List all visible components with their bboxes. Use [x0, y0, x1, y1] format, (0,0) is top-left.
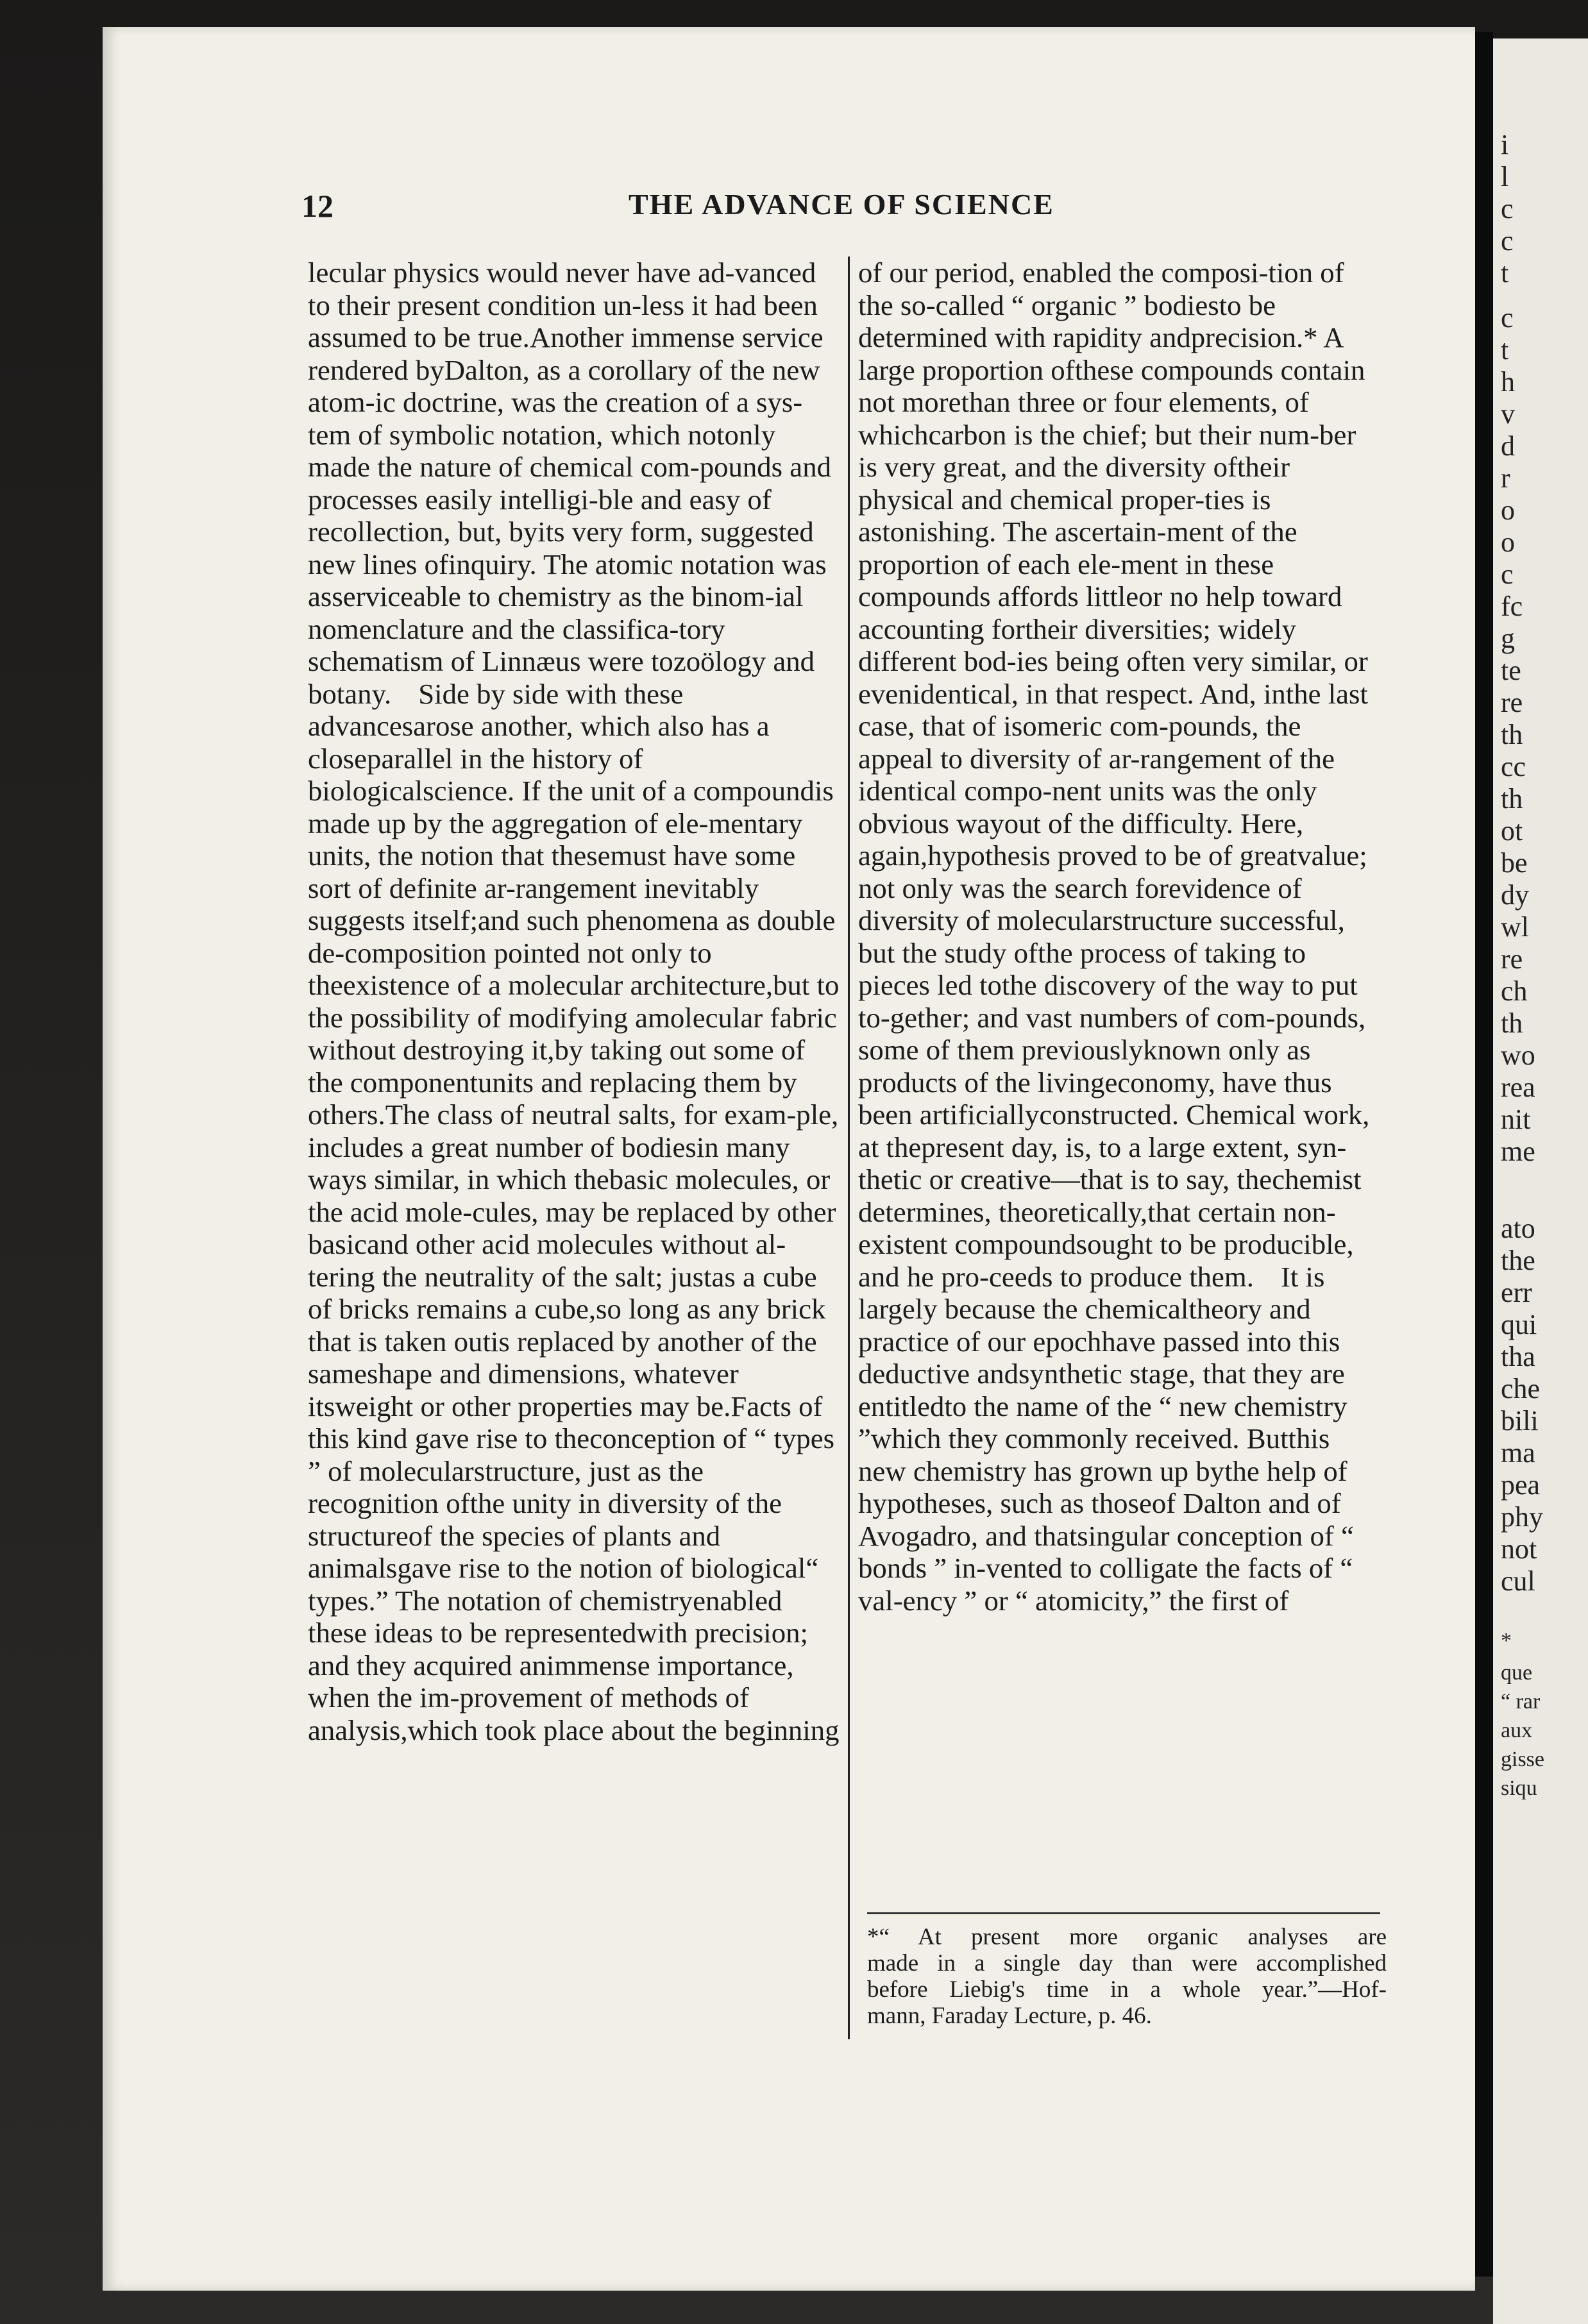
text-line: singular conception of “ bonds ” in- [858, 1519, 1354, 1584]
text-line: vanced to their present condition un- [308, 257, 816, 321]
text-line: molecular fabric without destroying it, [308, 1001, 837, 1066]
footnote-rule [867, 1912, 1380, 1914]
adjacent-page-text: que [1501, 1661, 1533, 1685]
text-line: structure successful, but the study of [858, 904, 1345, 969]
text-line: mentary units, the notion that these [308, 807, 803, 872]
adjacent-page-text: “ rar [1501, 1690, 1541, 1714]
running-head [301, 187, 1302, 226]
adjacent-page-text: re [1501, 943, 1523, 975]
adjacent-page-text: pea [1501, 1469, 1541, 1501]
adjacent-page-text: c [1501, 559, 1514, 590]
text-line: structure, just as the recognition of [308, 1454, 704, 1519]
text-line: theory and practice of our epoch [858, 1293, 1311, 1358]
text-line: ple, includes a great number of bodies [308, 1099, 839, 1163]
text-line: the discovery of the way to put to- [858, 969, 1358, 1034]
adjacent-page-text: te [1501, 655, 1521, 686]
text-line: Side by side with these advances [308, 677, 684, 742]
text-line: units and replacing them by others. [308, 1066, 797, 1131]
text-line: their physical and chemical proper- [858, 451, 1290, 516]
adjacent-page-text: be [1501, 847, 1528, 879]
footnote-line: before Liebig's time in a whole year.”—Hof- [867, 1976, 1387, 2003]
text-line: of the species of plants and animals [308, 1519, 721, 1584]
text-line: ment in these compounds affords little [858, 548, 1274, 612]
text-line: inquiry. The atomic notation was as [308, 548, 827, 612]
text-line: present day, is, to a large extent, syn- [921, 1131, 1347, 1163]
adjacent-page-text: cul [1501, 1565, 1535, 1597]
text-line: ought to be producible, and he pro- [858, 1228, 1354, 1293]
text-line: this new chemistry has grown up by [858, 1422, 1330, 1487]
adjacent-page-text: l [1501, 161, 1509, 192]
page-title: THE ADVANCE OF SCIENCE [629, 188, 1054, 221]
adjacent-page-text: ot [1501, 815, 1523, 846]
text-line: ic doctrine, was the creation of a sys- [375, 386, 803, 418]
text-line: thetic or creative—that is to say, the [858, 1163, 1272, 1195]
text-line: with precision; and they acquired an [308, 1617, 808, 1681]
page-number: 12 [301, 188, 334, 224]
right-text-column [858, 257, 1381, 1617]
left-text-column [308, 257, 840, 1746]
text-line: cules, may be replaced by other basic [308, 1195, 836, 1260]
text-line: zoölogy and botany. [308, 645, 815, 710]
text-line: pounds, the appeal to diversity of ar- [858, 710, 1301, 775]
text-line: serviceable to chemistry as the binom- [332, 580, 775, 612]
text-line: ceeds to produce them. [989, 1260, 1254, 1293]
text-line: carbon is the chief; but their num- [928, 418, 1320, 451]
text-line: ment of the proportion of each ele- [858, 516, 1297, 580]
adjacent-page-text: aux [1501, 1719, 1533, 1742]
text-line: ble and easy of recollection, but, by [308, 483, 772, 548]
text-line: in many ways similar, in which the [308, 1131, 790, 1195]
text-line: gave rise to the notion of biological [397, 1552, 806, 1584]
adjacent-page-text: o [1501, 494, 1515, 526]
adjacent-page-text: d [1501, 430, 1515, 462]
text-line: immense importance, when the im- [308, 1649, 794, 1714]
text-line: ency ” or “ atomicity,” the first of [902, 1584, 1289, 1617]
adjacent-page-text: fc [1501, 591, 1523, 622]
adjacent-page-text: siqu [1501, 1776, 1537, 1800]
text-line: precision.* A large proportion of [858, 321, 1343, 386]
text-line: to the name of the “ new chemistry ” [858, 1390, 1347, 1454]
text-line: the unity in diversity of the structure [308, 1487, 782, 1552]
text-line: ties is astonishing. The ascertain- [858, 483, 1271, 548]
adjacent-page-text: che [1501, 1373, 1541, 1404]
text-line: their diversities; widely different bod- [858, 612, 1296, 677]
text-line: known only as products of the living [858, 1034, 1311, 1099]
text-line: identical, in that respect. And, in [912, 677, 1286, 710]
text-line: or no help toward accounting for [858, 580, 1342, 645]
adjacent-page-text: me [1501, 1136, 1535, 1167]
adjacent-page-text: the [1501, 1245, 1535, 1276]
adjacent-page-text: ato [1501, 1213, 1535, 1244]
text-line: basic molecules, or the acid mole- [308, 1163, 831, 1228]
text-line: provement of methods of analysis, [308, 1681, 749, 1746]
column-divider [848, 257, 850, 2039]
text-line: the process of taking to pieces led to [858, 936, 1306, 1001]
text-line: as a cube of bricks remains a cube, [308, 1260, 817, 1325]
adjacent-page-text: wo [1501, 1040, 1535, 1071]
adjacent-page-text: ch [1501, 975, 1528, 1007]
text-line: enabled these ideas to be represented [308, 1584, 782, 1649]
footnote-line: mann, Faraday Lecture, p. 46. [867, 2003, 1152, 2029]
text-line: existence of a molecular architecture, [342, 969, 773, 1001]
adjacent-page-fragment [1493, 38, 1588, 2324]
adjacent-page-text: wl [1501, 911, 1529, 943]
text-line: tory schematism of Linnæus were to [308, 612, 725, 677]
text-line: gether; and vast numbers of com- [890, 1001, 1276, 1034]
text-line: the last case, that of isomeric com- [858, 677, 1368, 742]
text-line: only made the nature of chemical com- [308, 418, 776, 483]
gutter-shadow [1475, 32, 1493, 2277]
text-line: these compounds contain not more [858, 353, 1365, 418]
text-line: which took place about the beginning [407, 1714, 840, 1746]
text-line: conception of “ types ” of molecular [308, 1422, 835, 1487]
text-line: constructed. Chemical work, at the [858, 1099, 1370, 1163]
text-line: and such phenomena as double de- [308, 904, 836, 969]
text-line: lecular physics would never have ad- [308, 257, 735, 289]
adjacent-page-text: re [1501, 687, 1523, 718]
text-line: its very form, suggested new lines of [308, 516, 814, 580]
text-line: ial nomenclature and the classifica- [308, 580, 804, 645]
text-line: must have some sort of definite ar- [308, 839, 796, 904]
text-line: less it had been assumed to be true. [308, 289, 818, 353]
adjacent-page-text: gisse [1501, 1747, 1544, 1771]
adjacent-page-text: tha [1501, 1341, 1535, 1372]
text-line: by taking out some of the component [308, 1034, 806, 1099]
adjacent-page-text: qui [1501, 1309, 1537, 1340]
text-line: hypothesis proved to be of great [927, 839, 1297, 872]
adjacent-page-text: dy [1501, 879, 1529, 911]
text-line: pounds, some of them previously [858, 1001, 1366, 1066]
text-line: evidence of diversity of molecular [858, 872, 1302, 936]
text-line: is made up by the aggregation of ele- [308, 775, 834, 839]
text-line: ies being often very similar, or even [858, 645, 1368, 710]
footnote [867, 1924, 1387, 2029]
text-line: than three or four elements, of which [858, 386, 1309, 451]
text-line: arose another, which also has a close [308, 710, 770, 775]
adjacent-page-text: h [1501, 366, 1515, 398]
text-line: but to the possibility of modifying a [308, 969, 840, 1034]
adjacent-page-text: r [1501, 462, 1510, 494]
text-line: economy, have thus been artificially [858, 1066, 1332, 1131]
text-line: Another immense service rendered by [308, 321, 824, 386]
adjacent-page-text: c [1501, 225, 1514, 257]
text-line: parallel in the history of biological [308, 742, 643, 807]
text-line: Dalton, as a corollary of the new atom- [308, 353, 820, 418]
text-line: value; not only was the search for [858, 839, 1367, 904]
text-line: chemist determines, theoretically, [858, 1163, 1362, 1228]
adjacent-page-text: t [1501, 257, 1509, 289]
text-line: pounds and processes easily intelligi- [308, 451, 831, 516]
text-line: that certain non-existent compounds [858, 1195, 1336, 1260]
adjacent-page-text: i [1501, 129, 1509, 160]
adjacent-page-text: bili [1501, 1405, 1539, 1436]
text-line: tem of symbolic notation, which not [308, 418, 725, 451]
text-line: of Dalton and of Avogadro, and that [858, 1487, 1341, 1552]
text-line: vented to colligate the facts of “ val- [858, 1552, 1353, 1617]
adjacent-page-text: * [1501, 1629, 1512, 1653]
adjacent-page-text: v [1501, 398, 1515, 430]
text-line: science. If the unit of a compound [423, 775, 815, 807]
text-line: “ types.” The notation of chemistry [308, 1552, 819, 1617]
text-line: have passed into this deductive and [858, 1325, 1340, 1390]
text-line: so long as any brick that is taken out [308, 1293, 826, 1358]
text-line: to be determined with rapidity and [858, 289, 1276, 353]
text-line: out of the difficulty. Here, again, [858, 807, 1304, 872]
text-line: tering the neutrality of the salt; just [308, 1260, 712, 1293]
adjacent-page-text: c [1501, 302, 1514, 333]
text-line: weight or other properties may be. [335, 1390, 731, 1422]
text-line: ber is very great, and the diversity of [858, 418, 1356, 483]
text-line: rangement inevitably suggests itself; [308, 872, 759, 936]
adjacent-page-text: g [1501, 623, 1515, 654]
text-line: the help of hypotheses, such as those [858, 1454, 1347, 1519]
text-line: and other acid molecules without al- [367, 1228, 786, 1260]
adjacent-page-text: th [1501, 783, 1523, 814]
text-line: composition pointed not only to the [308, 936, 712, 1001]
text-line: which they commonly received. But [870, 1422, 1288, 1454]
footnote-line: *“ At present more organic analyses are [867, 1924, 1387, 1950]
text-line: rangement of the identical compo- [858, 742, 1335, 807]
text-line: It is largely because the chemical [858, 1260, 1325, 1325]
text-line: shape and dimensions, whatever its [308, 1358, 739, 1422]
adjacent-page-text: nit [1501, 1104, 1531, 1135]
text-line: is replaced by another of the same [308, 1325, 817, 1390]
adjacent-page-text: ma [1501, 1437, 1535, 1469]
adjacent-page-text: c [1501, 193, 1514, 224]
text-line: The class of neutral salts, for exam- [385, 1099, 797, 1131]
footnote-line: made in a single day than were accomplished [867, 1950, 1387, 1976]
text-line: nent units was the only obvious way [858, 775, 1317, 839]
text-line: tion of the so-called “ organic ” bodies [858, 257, 1344, 321]
text-line: Facts of this kind gave rise to the [308, 1390, 823, 1454]
adjacent-page-text: th [1501, 1007, 1523, 1039]
adjacent-page-text: o [1501, 526, 1515, 558]
adjacent-page-text: rea [1501, 1072, 1535, 1103]
adjacent-page-text: phy [1501, 1501, 1543, 1533]
text-line: of our period, enabled the composi- [858, 257, 1269, 289]
text-line: synthetic stage, that they are entitled [858, 1358, 1345, 1422]
adjacent-page-text: th [1501, 719, 1523, 750]
adjacent-page-text: not [1501, 1533, 1537, 1565]
adjacent-page-text: t [1501, 334, 1509, 366]
adjacent-page-text: err [1501, 1277, 1532, 1308]
adjacent-page-text: cc [1501, 751, 1526, 782]
